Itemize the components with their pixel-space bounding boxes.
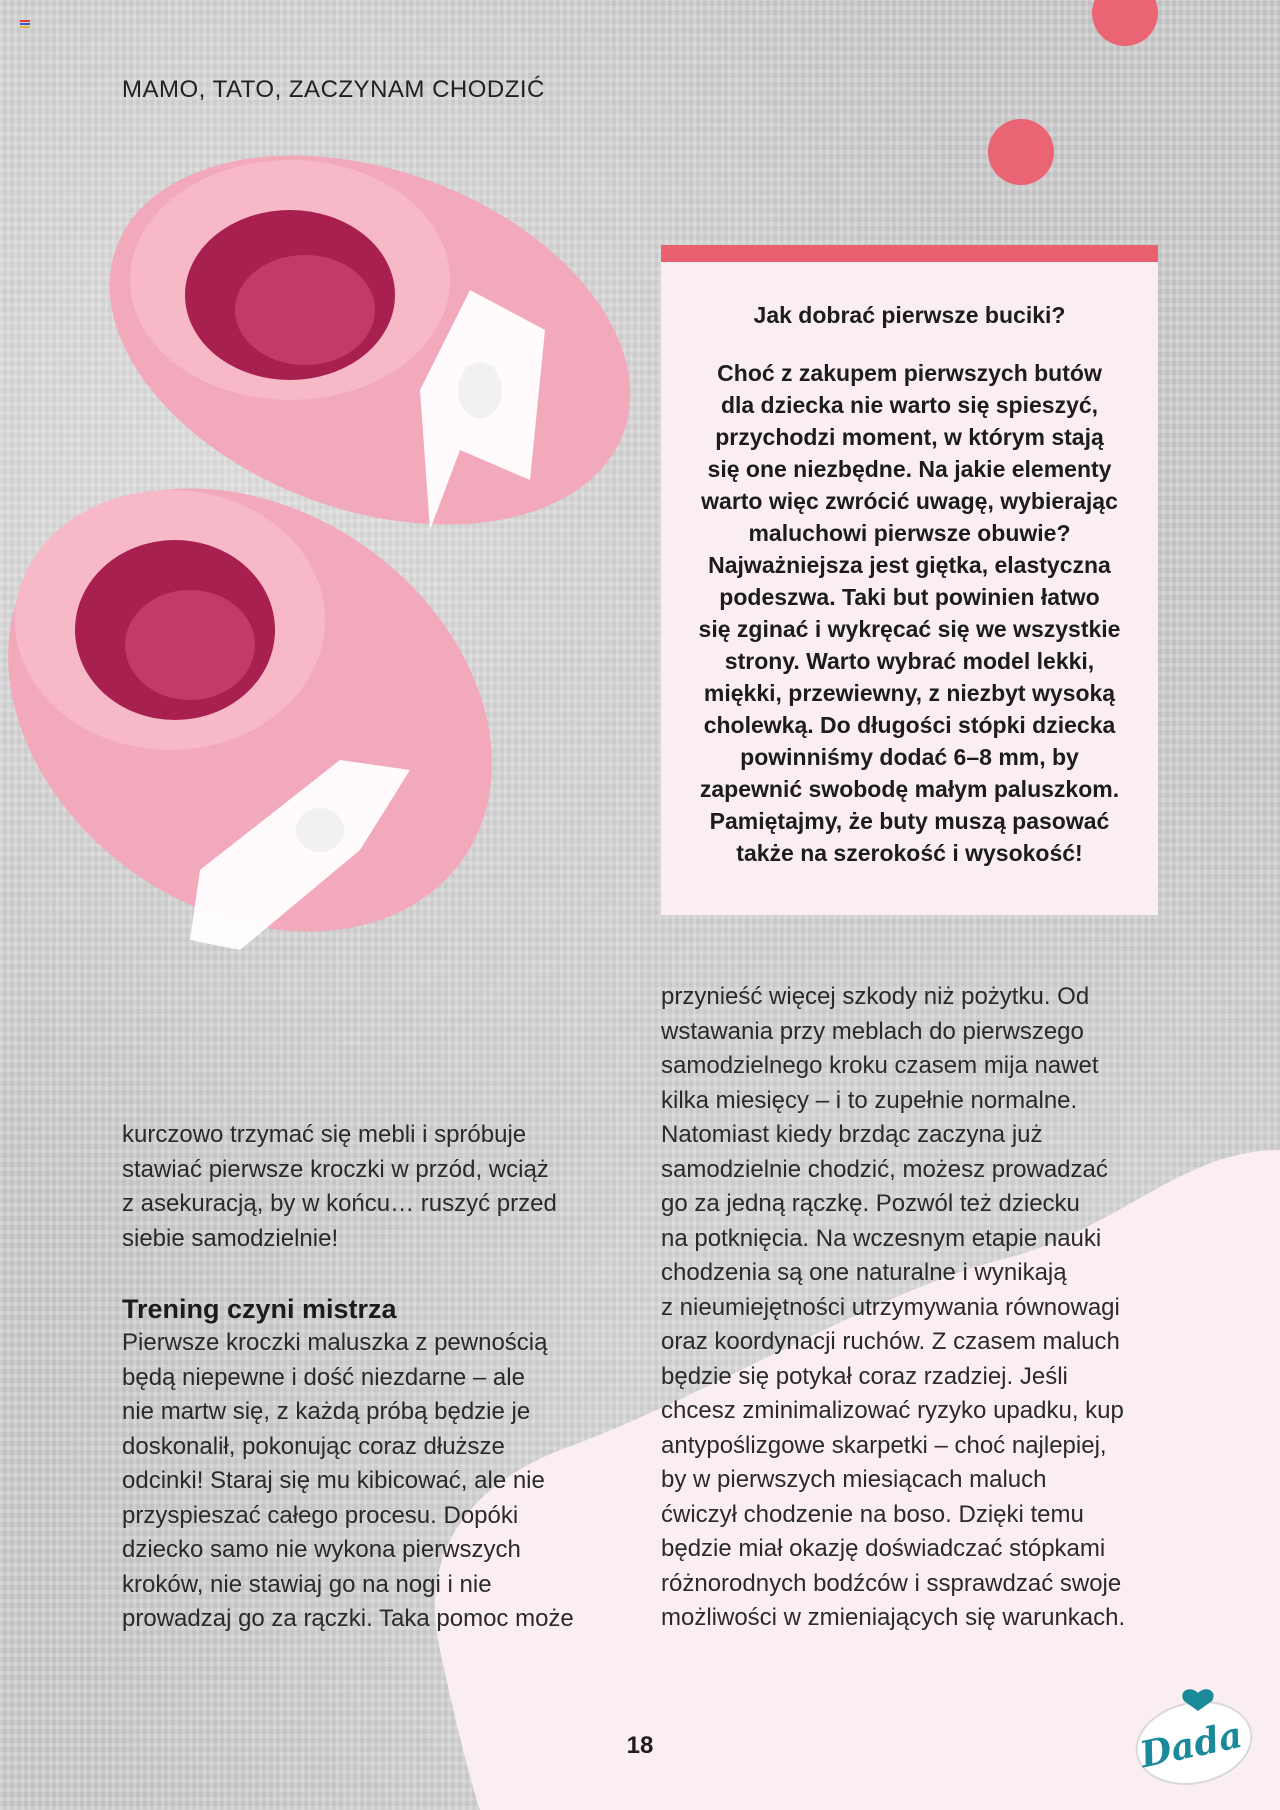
article-left-column: [122, 1118, 622, 1637]
text-line: oraz koordynacji ruchów. Z czasem maluch: [661, 1328, 1120, 1355]
text-line: kurczowo trzymać się mebli i spróbuje: [122, 1121, 527, 1148]
text-line: Pierwsze kroczki maluszka z pewnością: [122, 1329, 548, 1356]
info-line: miękki, przewiewny, z niezbyt wysoką: [703, 680, 1116, 706]
text-line: ćwiczył chodzenie na boso. Dzięki temu: [661, 1500, 1084, 1528]
text-line: chodzenia są one naturalne i wynikają: [661, 1259, 1067, 1286]
info-box-accent-bar: [661, 245, 1158, 262]
text-line: by w pierwszych miesiącach maluch: [661, 1466, 1047, 1493]
text-line: siebie samodzielnie!: [122, 1224, 339, 1252]
text-line: chcesz zminimalizować ryzyko upadku, kup: [661, 1397, 1124, 1424]
subheading: Trening czyni mistrza: [122, 1294, 397, 1324]
text-line: będzie się potykał coraz rzadziej. Jeśli: [661, 1362, 1068, 1390]
text-line: będą niepewne i dość niezdarne – ale: [122, 1363, 525, 1391]
text-line: antypoślizgowe skarpetki – choć najlepiej,: [661, 1431, 1107, 1459]
text-line: kilka miesięcy – i to zupełnie normalne.: [661, 1086, 1078, 1114]
info-line: się zginać i wykręcać się we wszystkie: [698, 616, 1121, 642]
text-line: samodzielnego kroku czasem mija nawet: [661, 1052, 1099, 1079]
logo-text: Dada: [1136, 1713, 1246, 1777]
info-box: [661, 245, 1158, 915]
text-line: kroków, nie stawiaj go na nogi i nie: [122, 1570, 492, 1598]
pink-booties-photo: [0, 150, 680, 1070]
page-number: 18: [626, 1732, 654, 1759]
text-line: nie martw się, z każdą próbą będzie je: [122, 1398, 531, 1425]
info-line: strony. Warto wybrać model lekki,: [724, 648, 1095, 674]
text-line: prowadzaj go za rączki. Taka pomoc może: [122, 1605, 574, 1632]
info-line: Najważniejsza jest giętka, elastyczna: [708, 552, 1111, 578]
info-line: Choć z zakupem pierwszych butów: [717, 360, 1102, 386]
dada-logo: [1128, 1685, 1258, 1790]
info-line: przychodzi moment, w którym stają: [715, 424, 1104, 450]
text-line: Natomiast kiedy brzdąc zaczyna już: [661, 1121, 1043, 1148]
info-line: powinniśmy dodać 6–8 mm, by: [740, 744, 1079, 770]
info-line: także na szerokość i wysokość!: [736, 840, 1083, 866]
text-line: przyspieszać całego procesu. Dopóki: [122, 1501, 519, 1529]
text-line: stawiać pierwsze kroczki w przód, wciąż: [122, 1155, 549, 1183]
info-line: maluchowi pierwsze obuwie?: [748, 520, 1071, 546]
info-line: cholewką. Do długości stópki dziecka: [703, 712, 1116, 738]
text-line: możliwości w zmieniających się warunkach.: [661, 1604, 1126, 1631]
article-right-column: [661, 980, 1161, 1636]
section-title: MAMO, TATO, ZACZYNAM CHODZIĆ: [122, 76, 545, 103]
text-line: różnorodnych bodźców i ssprawdzać swoje: [661, 1569, 1122, 1597]
info-line: się one niezbędne. Na jakie elementy: [707, 456, 1112, 482]
text-line: na potknięcia. Na wczesnym etapie nauki: [661, 1224, 1102, 1252]
info-box-text: [677, 357, 1142, 869]
info-line: zapewnić swobodę małym paluszkom.: [699, 776, 1120, 802]
info-box-title: Jak dobrać pierwsze buciki?: [753, 302, 1066, 328]
info-line: dla dziecka nie warto się spieszyć,: [720, 392, 1099, 418]
text-line: samodzielnie chodzić, możesz prowadzać: [661, 1155, 1108, 1183]
text-line: go za jedną rączkę. Pozwól też dziecku: [661, 1190, 1080, 1217]
info-line: warto więc zwrócić uwagę, wybierając: [701, 488, 1118, 514]
text-line: doskonalił, pokonując coraz dłuższe: [122, 1432, 505, 1460]
text-line: z asekuracją, by w końcu… ruszyć przed: [122, 1190, 557, 1217]
text-line: przynieść więcej szkody niż pożytku. Od: [661, 983, 1090, 1010]
text-line: z nieumiejętności utrzymywania równowagi: [661, 1293, 1120, 1321]
flag-icon: [20, 20, 30, 27]
text-line: wstawania przy meblach do pierwszego: [661, 1017, 1084, 1045]
text-line: będzie miał okazję doświadczać stópkami: [661, 1535, 1106, 1562]
text-line: dziecko samo nie wykona pierwszych: [122, 1536, 521, 1563]
text-line: odcinki! Staraj się mu kibicować, ale nie: [122, 1467, 545, 1494]
info-line: podeszwa. Taki but powinien łatwo: [719, 584, 1100, 610]
info-line: Pamiętajmy, że buty muszą pasować: [709, 808, 1110, 834]
decorative-dot: [988, 119, 1054, 185]
